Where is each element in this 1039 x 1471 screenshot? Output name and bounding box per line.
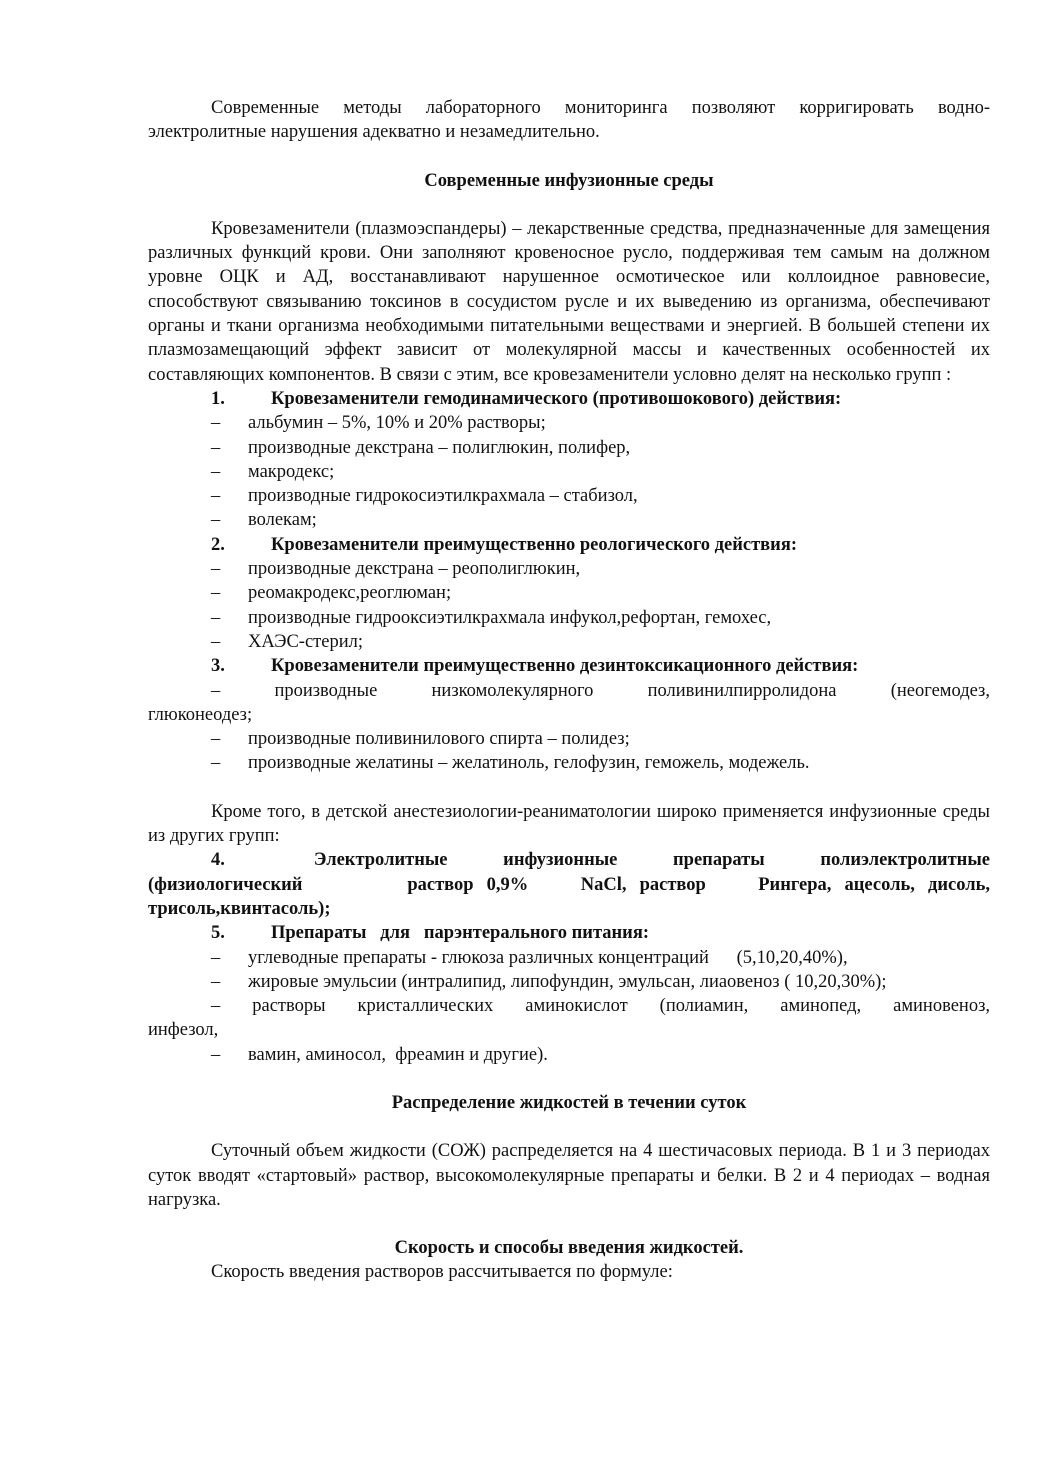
section-title-infusion-rate: Скорость и способы введения жидкостей. (394, 1238, 744, 1259)
list-item: – волекам; (211, 510, 317, 531)
list-item: – растворы кристаллических аминокислот (полиамин, аминопед, аминовеноз, (211, 996, 990, 1017)
list-item-continuation: глюконеодез; (148, 704, 253, 725)
list-item: – углеводные препараты - глюкоза различных концентраций (5,10,20,40%), (211, 947, 848, 968)
group-4-line-3: трисоль,квинтасоль); (148, 898, 331, 919)
group-5-heading (148, 921, 990, 945)
group-3-title: Кровезаменители преимущественно дезинтоксикационного действия: (271, 656, 859, 677)
infusion-rate-paragraph: Скорость введения растворов рассчитывается по формуле: (211, 1262, 673, 1283)
group-5-number: 5. (211, 923, 225, 944)
group-1-title: Кровезаменители гемодинамического (противошокового) действия: (271, 388, 842, 409)
list-item: – производные декстрана – полиглюкин, полифер, (211, 437, 631, 458)
blood-substitutes-paragraph: Кровезаменители (плазмоэспандеры) – лекарственные средства, предназначенные для замещения различных функций крови. Они заполняют кровеносное русло, поддерживая тем самым на должном уровне ОЦК и АД, восстанавливают нарушенное осмотическое или коллоидное равновесие, способствуют связыванию токсинов в сосудистом русле и их выведению из организма, обеспечивают органы и ткани организма необходимыми питательными веществами и энергией. В большей степени их плазмозамещающий эффект зависит от молекулярной массы и качественных особенностей их составляющих компонентов. В связи с этим, все кровезаменители условно делят на несколько групп : (148, 218, 990, 385)
group-5-title: Препараты для парэнтерального питания: (271, 923, 649, 944)
section-title-fluid-distribution: Распределение жидкостей в течении суток (391, 1092, 747, 1113)
group-2-heading (148, 533, 990, 557)
group-1-number: 1. (211, 388, 225, 409)
group-1-heading (148, 387, 990, 411)
list-item: – производные поливинилового спирта – полидез; (211, 729, 630, 750)
document-page (148, 96, 990, 1285)
list-item: – реомакродекс,реоглюман; (211, 583, 452, 604)
list-item: – ХАЭС-стерил; (211, 631, 364, 652)
list-item: – производные гидрооксиэтилкрахмала инфукол,рефортан, гемохес, (211, 607, 772, 628)
list-item: – вамин, аминосол, фреамин и другие). (211, 1044, 548, 1065)
group-4-line-2: (физиологический раствор 0,9% NaCl, раствор Рингера, ацесоль, дисоль, (148, 874, 990, 895)
other-groups-paragraph: Кроме того, в детской анестезиологии-реаниматологии широко применяется инфузионные среды из других групп: (148, 801, 990, 847)
list-item: – производные гидрокосиэтилкрахмала – стабизол, (211, 486, 638, 507)
list-item: – производные низкомолекулярного поливинилпирролидона (неогемодез, (211, 680, 990, 701)
list-item: – производные декстрана – реополиглюкин, (211, 559, 581, 580)
list-item: – жировые эмульсии (интралипид, липофундин, эмульсан, лиаовеноз ( 10,20,30%); (211, 971, 887, 992)
fluid-distribution-paragraph: Суточный объем жидкости (СОЖ) распределяется на 4 шестичасовых периода. В 1 и 3 периодах суток вводят «стартовый» раствор, высокомолекулярные препараты и белки. В 2 и 4 периодах – водная нагрузка. (148, 1141, 990, 1210)
group-4-line-1: 4. Электролитные инфузионные препараты полиэлектролитные (211, 850, 990, 871)
list-item: – альбумин – 5%, 10% и 20% растворы; (211, 413, 546, 434)
group-3-heading (148, 654, 990, 678)
list-item-continuation: инфезол, (148, 1020, 219, 1041)
section-title-infusion-media: Современные инфузионные среды (424, 170, 714, 191)
group-2-title: Кровезаменители преимущественно реологического действия: (271, 534, 797, 555)
list-item: – макродекс; (211, 461, 335, 482)
group-2-number: 2. (211, 534, 225, 555)
list-item: – производные желатины – желатиноль, гелофузин, геможель, модежель. (211, 753, 810, 774)
group-3-number: 3. (211, 656, 225, 677)
intro-paragraph: Современные методы лабораторного мониторинга позволяют корригировать водно-электролитные нарушения адекватно и незамедлительно. (148, 98, 990, 143)
